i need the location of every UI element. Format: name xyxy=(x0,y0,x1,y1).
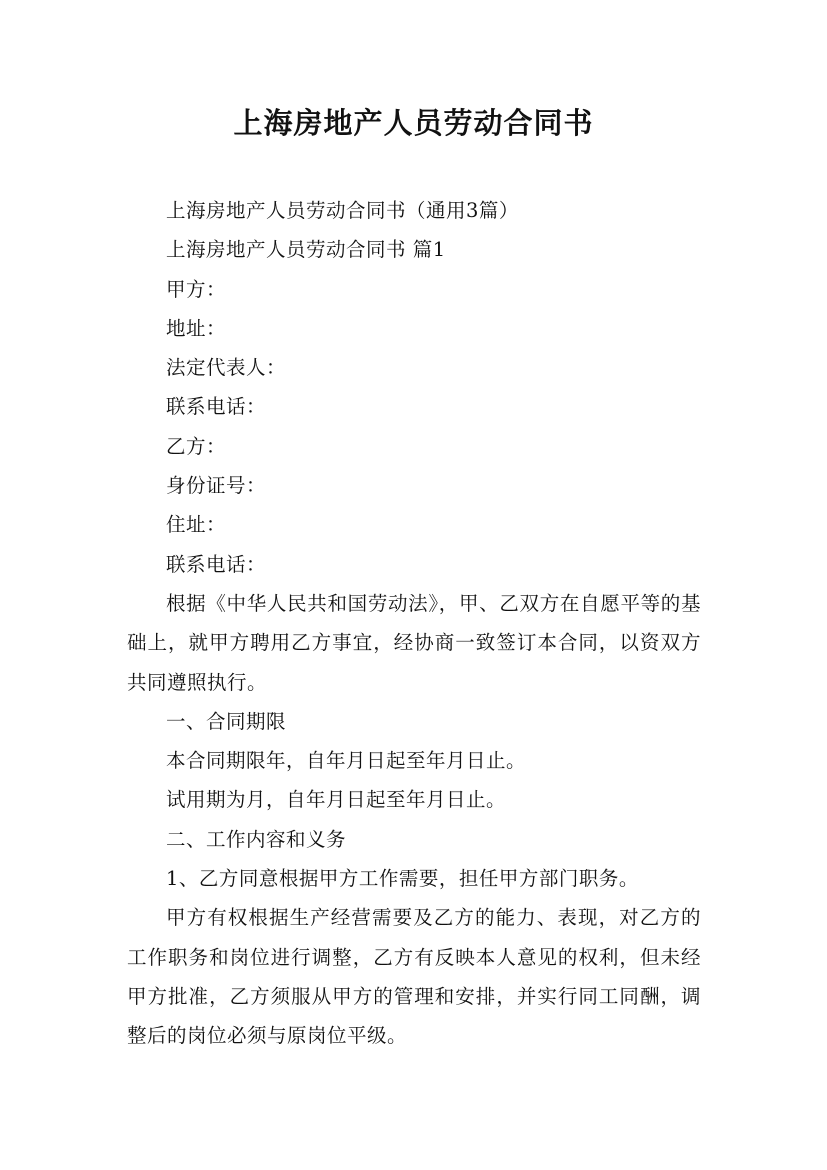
party-a-label: 甲方： xyxy=(166,277,227,301)
party-a-address-label: 地址： xyxy=(166,316,227,340)
legal-representative-label: 法定代表人： xyxy=(166,356,287,380)
contract-term-heading: 一、合同期限 xyxy=(166,709,287,733)
subtitle-paragraph: 上海房地产人员劳动合同书（通用3篇） xyxy=(166,199,519,222)
work-duties-item-1: 1、乙方同意根据甲方工作需要，担任甲方部门职务。 xyxy=(166,867,639,891)
party-a-phone-label: 联系电话： xyxy=(166,395,267,419)
preamble-paragraph: 根据《中华人民共和国劳动法》，甲、乙双方在自愿平等的基础上，就甲方聘用乙方事宜，经协商一致签订本合同，以资双方共同遵照执行。 xyxy=(127,591,701,694)
id-number-label: 身份证号： xyxy=(166,474,267,498)
contract-term-paragraph: 本合同期限年，自年月日起至年月日止。 xyxy=(166,749,527,773)
document-title: 上海房地产人员劳动合同书 xyxy=(233,106,594,140)
section-heading-part-1: 上海房地产人员劳动合同书 篇1 xyxy=(166,238,446,262)
work-adjustment-paragraph: 甲方有权根据生产经营需要及乙方的能力、表现，对乙方的工作职务和岗位进行调整，乙方有反映本人意见的权利，但未经甲方批准，乙方须服从甲方的管理和安排，并实行同工同酬，调整后的岗位必须与原岗位平级。 xyxy=(127,906,701,1048)
party-b-phone-label: 联系电话： xyxy=(166,552,267,576)
work-duties-heading: 二、工作内容和义务 xyxy=(166,827,347,851)
probation-paragraph: 试用期为月，自年月日起至年月日止。 xyxy=(166,788,507,812)
document-body xyxy=(127,191,701,1056)
party-b-label: 乙方： xyxy=(166,434,227,458)
party-b-address-label: 住址： xyxy=(166,513,227,537)
